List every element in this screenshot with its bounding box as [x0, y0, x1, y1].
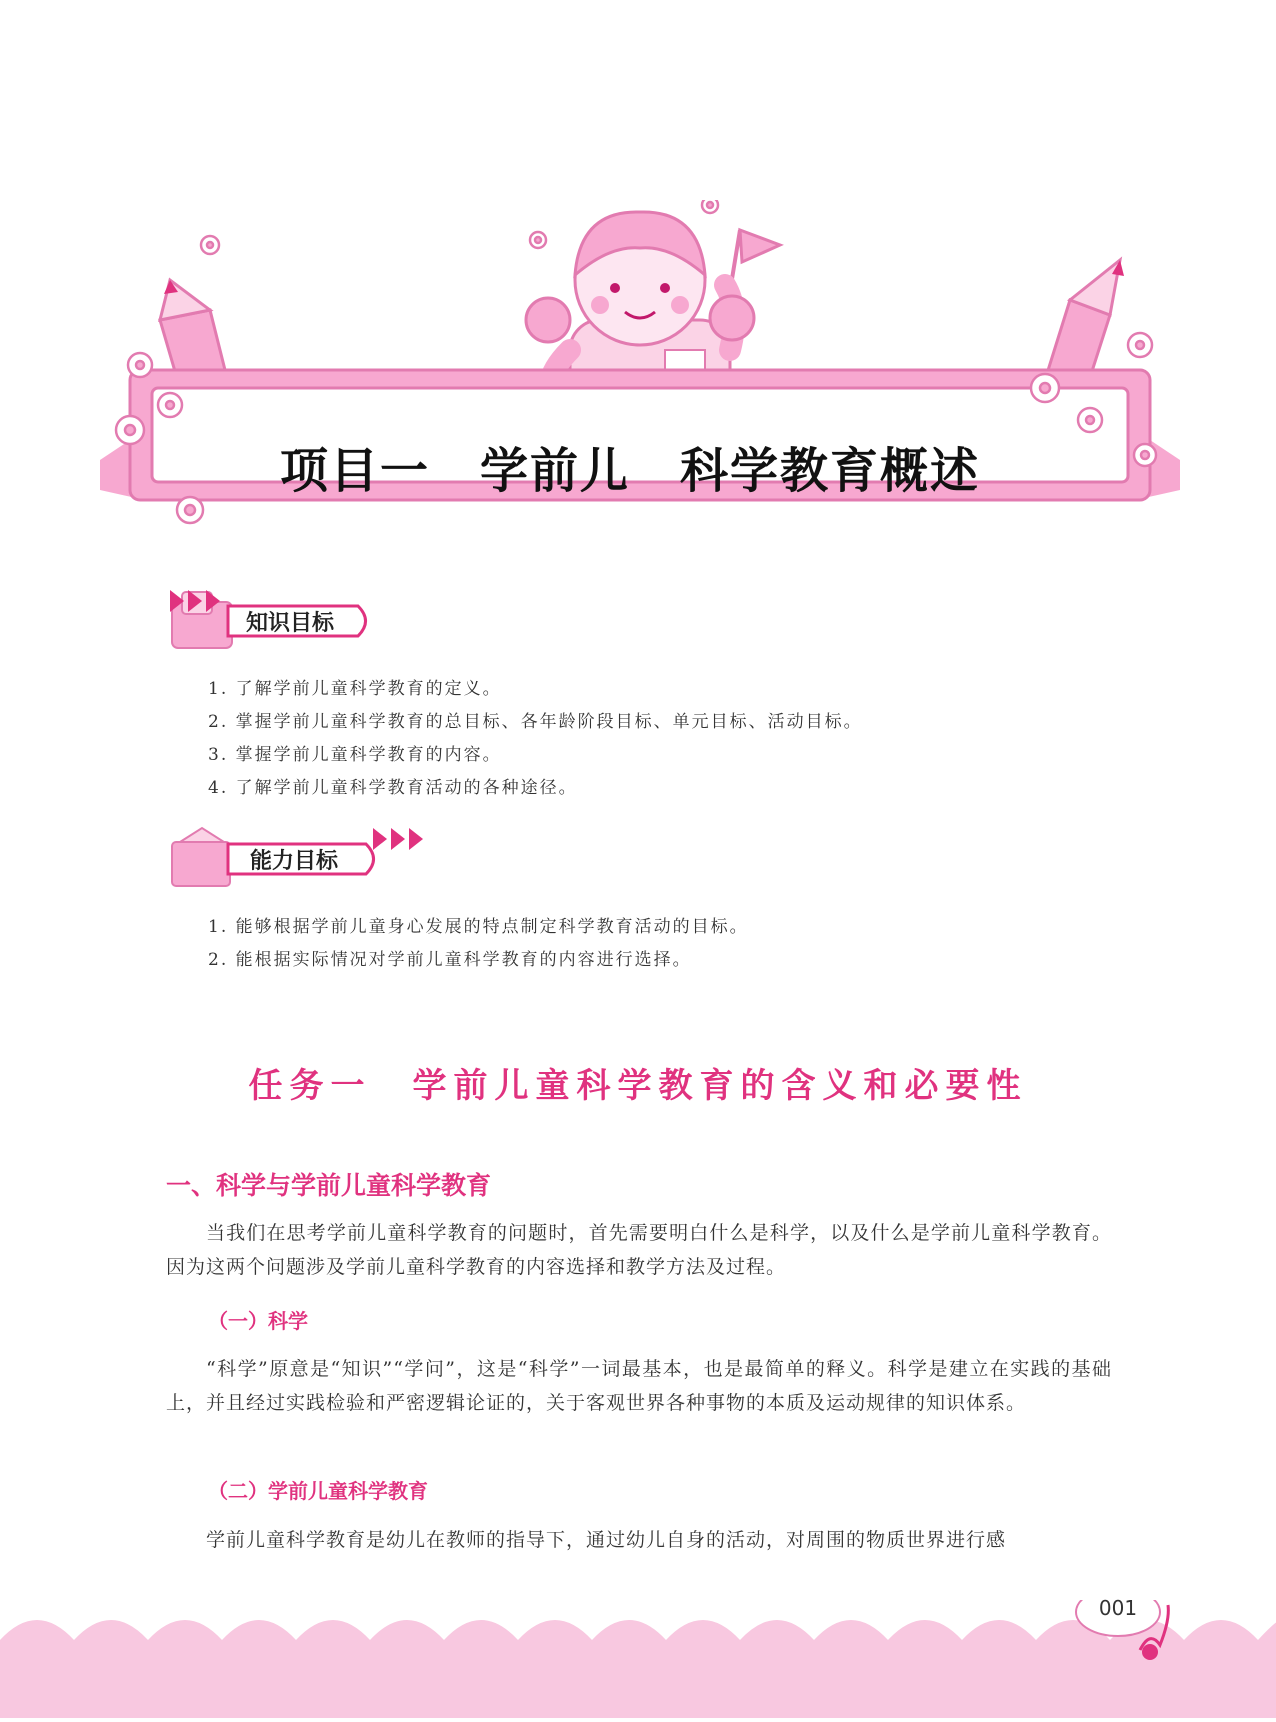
- list-item: 2. 掌握学前儿童科学教育的总目标、各年龄阶段目标、单元目标、活动目标。: [208, 712, 863, 732]
- flower-icon: [1031, 374, 1059, 402]
- page-number: 001: [1098, 1596, 1138, 1620]
- flower-icon: [530, 232, 546, 248]
- subsection-heading: （二）学前儿童科学教育: [208, 1479, 428, 1503]
- flower-icon: [1078, 408, 1102, 432]
- list-item: 4. 了解学前儿童科学教育活动的各种途径。: [208, 778, 578, 798]
- subsection-heading: （一）科学: [208, 1309, 308, 1333]
- flower-icon: [702, 200, 718, 213]
- flower-icon: [116, 416, 144, 444]
- subsection-paragraph: 学前儿童科学教育是幼儿在教师的指导下，通过幼儿自身的活动，对周围的物质世界进行感: [206, 1529, 1007, 1551]
- list-item: 1. 能够根据学前儿童身心发展的特点制定科学教育活动的目标。: [208, 917, 749, 937]
- knowledge-objectives-badge: [168, 588, 448, 654]
- section-intro-paragraph: 当我们在思考学前儿童科学教育的问题时，首先需要明白什么是科学，以及什么是学前儿童科学教育。因为这两个问题涉及学前儿童科学教育的内容选择和教学方法及过程。: [166, 1222, 1112, 1278]
- list-item: 3. 掌握学前儿童科学教育的内容。: [208, 745, 502, 765]
- triple-chevron-right-icon: [168, 588, 228, 614]
- list-item: 1. 了解学前儿童科学教育的定义。: [208, 679, 502, 699]
- flower-icon: [158, 393, 182, 417]
- ability-objectives-label: 能力目标: [250, 849, 339, 874]
- flower-icon: [128, 353, 152, 377]
- list-item: 2. 能根据实际情况对学前儿童科学教育的内容进行选择。: [208, 950, 692, 970]
- task-title: 任务一 学前儿童科学教育的含义和必要性: [248, 1066, 1028, 1106]
- subsection-paragraph: “科学”原意是“知识”“学问”，这是“科学”一词最基本，也是最简单的释义。科学是建立在实践的基础上，并且经过实践检验和严密逻辑论证的，关于客观世界各种事物的本质及运动规律的知识体系。: [166, 1358, 1112, 1414]
- flower-icon: [1134, 444, 1156, 466]
- flower-icon: [1128, 333, 1152, 357]
- knowledge-objectives-list: [208, 673, 863, 805]
- flower-icon: [201, 236, 219, 254]
- section-heading: 一、科学与学前儿童科学教育: [166, 1171, 492, 1200]
- ability-objectives-badge: [168, 826, 448, 892]
- chapter-title: 项目一 学前儿 科学教育概述: [279, 443, 980, 499]
- knowledge-objectives-label: 知识目标: [246, 611, 335, 636]
- triple-chevron-right-icon: [371, 826, 431, 852]
- ability-objectives-list: [208, 911, 749, 977]
- chapter-banner-illustration: [100, 200, 1180, 560]
